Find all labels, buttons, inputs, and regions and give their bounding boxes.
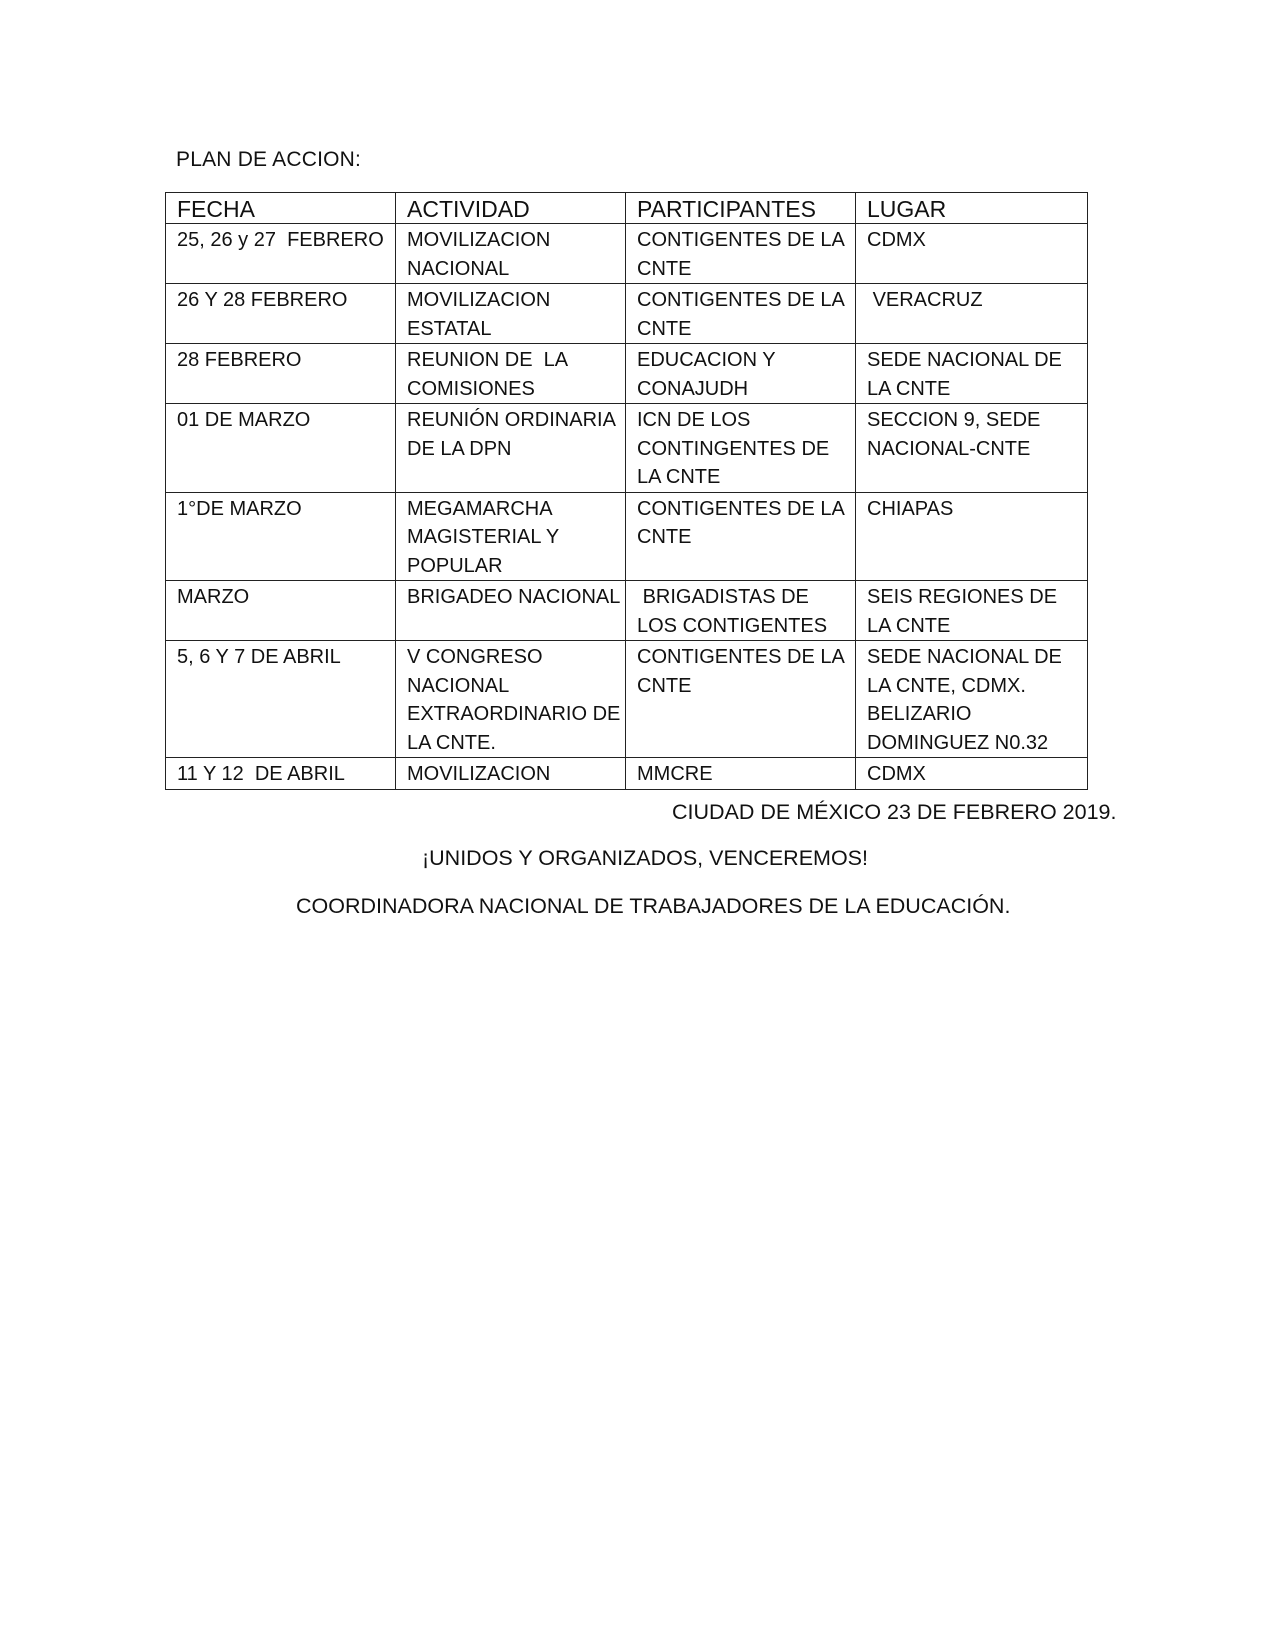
cell-fecha: 01 DE MARZO [166,404,396,493]
header-fecha: FECHA [166,193,396,224]
cell-participantes: CONTIGENTES DE LA CNTE [626,641,856,758]
cell-actividad: V CONGRESO NACIONAL EXTRAORDINARIO DE LA CNTE. [396,641,626,758]
cell-participantes: CONTIGENTES DE LA CNTE [626,284,856,344]
cell-participantes: ICN DE LOS CONTINGENTES DE LA CNTE [626,404,856,493]
cell-actividad: REUNION DE LA COMISIONES [396,344,626,404]
cell-fecha: 25, 26 y 27 FEBRERO [166,224,396,284]
table-row [166,344,1088,404]
cell-lugar: CDMX [856,224,1088,284]
cell-lugar: SEDE NACIONAL DE LA CNTE, CDMX. BELIZARIO DOMINGUEZ N0.32 [856,641,1088,758]
table-row [166,284,1088,344]
table-row [166,581,1088,641]
slogan-line: ¡UNIDOS Y ORGANIZADOS, VENCEREMOS! [422,846,868,870]
organization-line: COORDINADORA NACIONAL DE TRABAJADORES DE LA EDUCACIÓN. [296,894,1011,918]
cell-fecha: 1°DE MARZO [166,492,396,581]
cell-actividad: MOVILIZACION [396,758,626,790]
cell-actividad: MEGAMARCHA MAGISTERIAL Y POPULAR [396,492,626,581]
cell-lugar: CHIAPAS [856,492,1088,581]
cell-participantes: CONTIGENTES DE LA CNTE [626,224,856,284]
cell-actividad: BRIGADEO NACIONAL [396,581,626,641]
cell-fecha: 5, 6 Y 7 DE ABRIL [166,641,396,758]
table-row [166,641,1088,758]
table-row [166,758,1088,790]
cell-lugar: SEIS REGIONES DE LA CNTE [856,581,1088,641]
cell-lugar: SECCION 9, SEDE NACIONAL-CNTE [856,404,1088,493]
cell-participantes: EDUCACION Y CONAJUDH [626,344,856,404]
table-header-row [166,193,1088,224]
plan-heading: PLAN DE ACCION: [176,148,362,171]
header-lugar: LUGAR [856,193,1088,224]
action-plan-table [165,192,1088,790]
table-row [166,404,1088,493]
table-row [166,224,1088,284]
cell-fecha: 28 FEBRERO [166,344,396,404]
header-participantes: PARTICIPANTES [626,193,856,224]
cell-participantes: CONTIGENTES DE LA CNTE [626,492,856,581]
cell-actividad: REUNIÓN ORDINARIA DE LA DPN [396,404,626,493]
cell-fecha: MARZO [166,581,396,641]
cell-lugar: CDMX [856,758,1088,790]
cell-lugar: VERACRUZ [856,284,1088,344]
header-actividad: ACTIVIDAD [396,193,626,224]
table-row [166,492,1088,581]
cell-fecha: 11 Y 12 DE ABRIL [166,758,396,790]
cell-lugar: SEDE NACIONAL DE LA CNTE [856,344,1088,404]
cell-participantes: BRIGADISTAS DE LOS CONTIGENTES [626,581,856,641]
cell-participantes: MMCRE [626,758,856,790]
cell-actividad: MOVILIZACION ESTATAL [396,284,626,344]
cell-fecha: 26 Y 28 FEBRERO [166,284,396,344]
city-date-line: CIUDAD DE MÉXICO 23 DE FEBRERO 2019. [672,800,1117,824]
cell-actividad: MOVILIZACION NACIONAL [396,224,626,284]
